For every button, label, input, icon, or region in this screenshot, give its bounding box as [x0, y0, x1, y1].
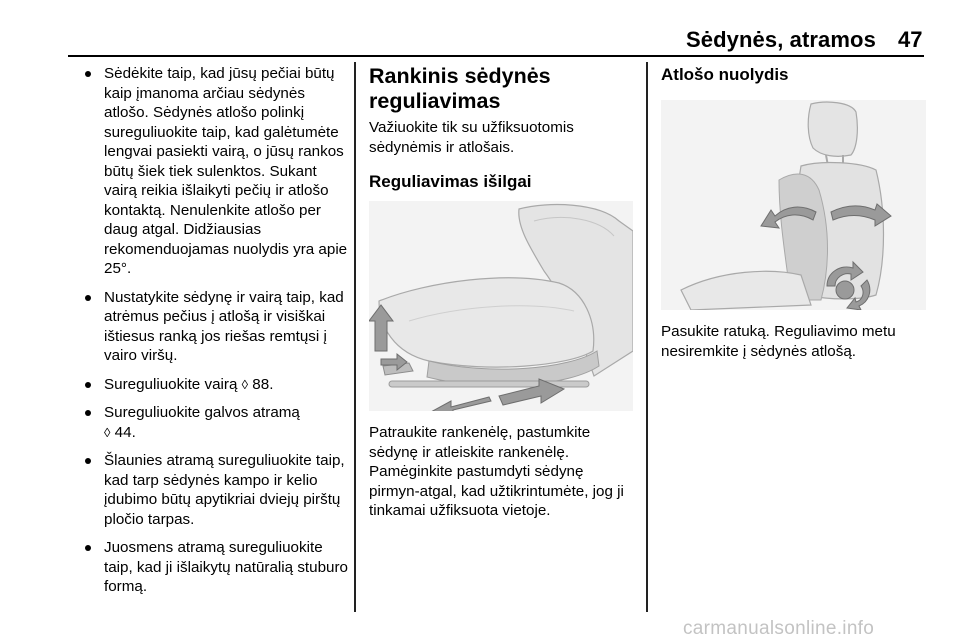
- list-item-text: Šlaunies atramą sureguliuokite taip, kad tarp sėdynės kampo ir kelio įdubimo būtų apytikriai dviejų pirštų pločio tarpas.: [104, 452, 345, 528]
- longitudinal-caption: Patraukite rankenėlę, pastumkite sėdynę ir atleiskite rankenėlę. Pamėginkite pastumdyti sėdynę pirmyn-atgal, kad užtikrintumėte, jog ji tinkamai užfiksuota vietoje.: [369, 424, 624, 519]
- column-1: [82, 64, 350, 606]
- list-item: [82, 375, 350, 395]
- seat-slide-drawing: [369, 201, 633, 411]
- subheading-longitudinal: Reguliavimas išilgai: [369, 172, 532, 191]
- list-item-text: Juosmens atramą sureguliuokite taip, kad ji išlaikytų natūralią stuburo formą.: [104, 539, 348, 595]
- list-item-text: Sureguliuokite galvos atramą: [104, 404, 300, 421]
- cross-reference-link[interactable]: 88.: [252, 375, 274, 393]
- page-header: [0, 0, 960, 58]
- list-item: [82, 403, 350, 442]
- column-3: [661, 64, 926, 375]
- list-item: [82, 538, 350, 597]
- cross-reference-icon: ◊: [241, 376, 249, 392]
- section-title: Sėdynės, atramos: [686, 27, 876, 52]
- backrest-recline-illustration: [661, 100, 926, 310]
- list-item: [82, 288, 350, 366]
- list-item-text: Sureguliuokite vairą: [104, 375, 238, 393]
- section-heading: Rankinis sėdynės reguliavimas: [369, 64, 551, 113]
- column-divider-right: [646, 62, 648, 612]
- page-number: 47: [898, 27, 923, 52]
- subheading-backrest-recline: Atlošo nuolydis: [661, 65, 789, 84]
- header-rule: [68, 55, 924, 57]
- list-item: [82, 451, 350, 529]
- list-item: [82, 64, 350, 279]
- column-divider-left: [354, 62, 356, 612]
- intro-paragraph: Važiuokite tik su užfiksuotomis sėdynėmis ir atlošais.: [369, 119, 574, 156]
- cross-reference-icon: ◊: [104, 424, 111, 440]
- bullet-list: [82, 64, 350, 597]
- list-item-text: Nustatykite sėdynę ir vairą taip, kad atrėmus pečius į atlošą ir visiškai ištiesus ranką jos riešas remtųsi į vairo viršų.: [104, 288, 344, 364]
- cross-reference-link[interactable]: 44.: [114, 423, 136, 441]
- list-item-text: Sėdėkite taip, kad jūsų pečiai būtų kaip įmanoma arčiau sėdynės atlošo. Sėdynės atlošo polinkį sureguliuokite taip, kad galėtumėte lengvai pasiekti vairą, o jūsų rankos būtų šiek tiek sulenktos. Sukant vairą reikia išlaikyti pečių ir atlošo kontaktą. Nenulenkite atlošo per daug atgal. Didžiausias rekomenduojamas nuolydis yra apie 25°.: [104, 65, 348, 277]
- seat-slide-illustration: [369, 201, 633, 411]
- recline-caption: Pasukite ratuką. Reguliavimo metu nesiremkite į sėdynės atlošą.: [661, 323, 896, 360]
- column-2: [369, 64, 633, 535]
- watermark-text: carmanualsonline.info: [683, 618, 875, 639]
- backrest-recline-drawing: [661, 100, 926, 310]
